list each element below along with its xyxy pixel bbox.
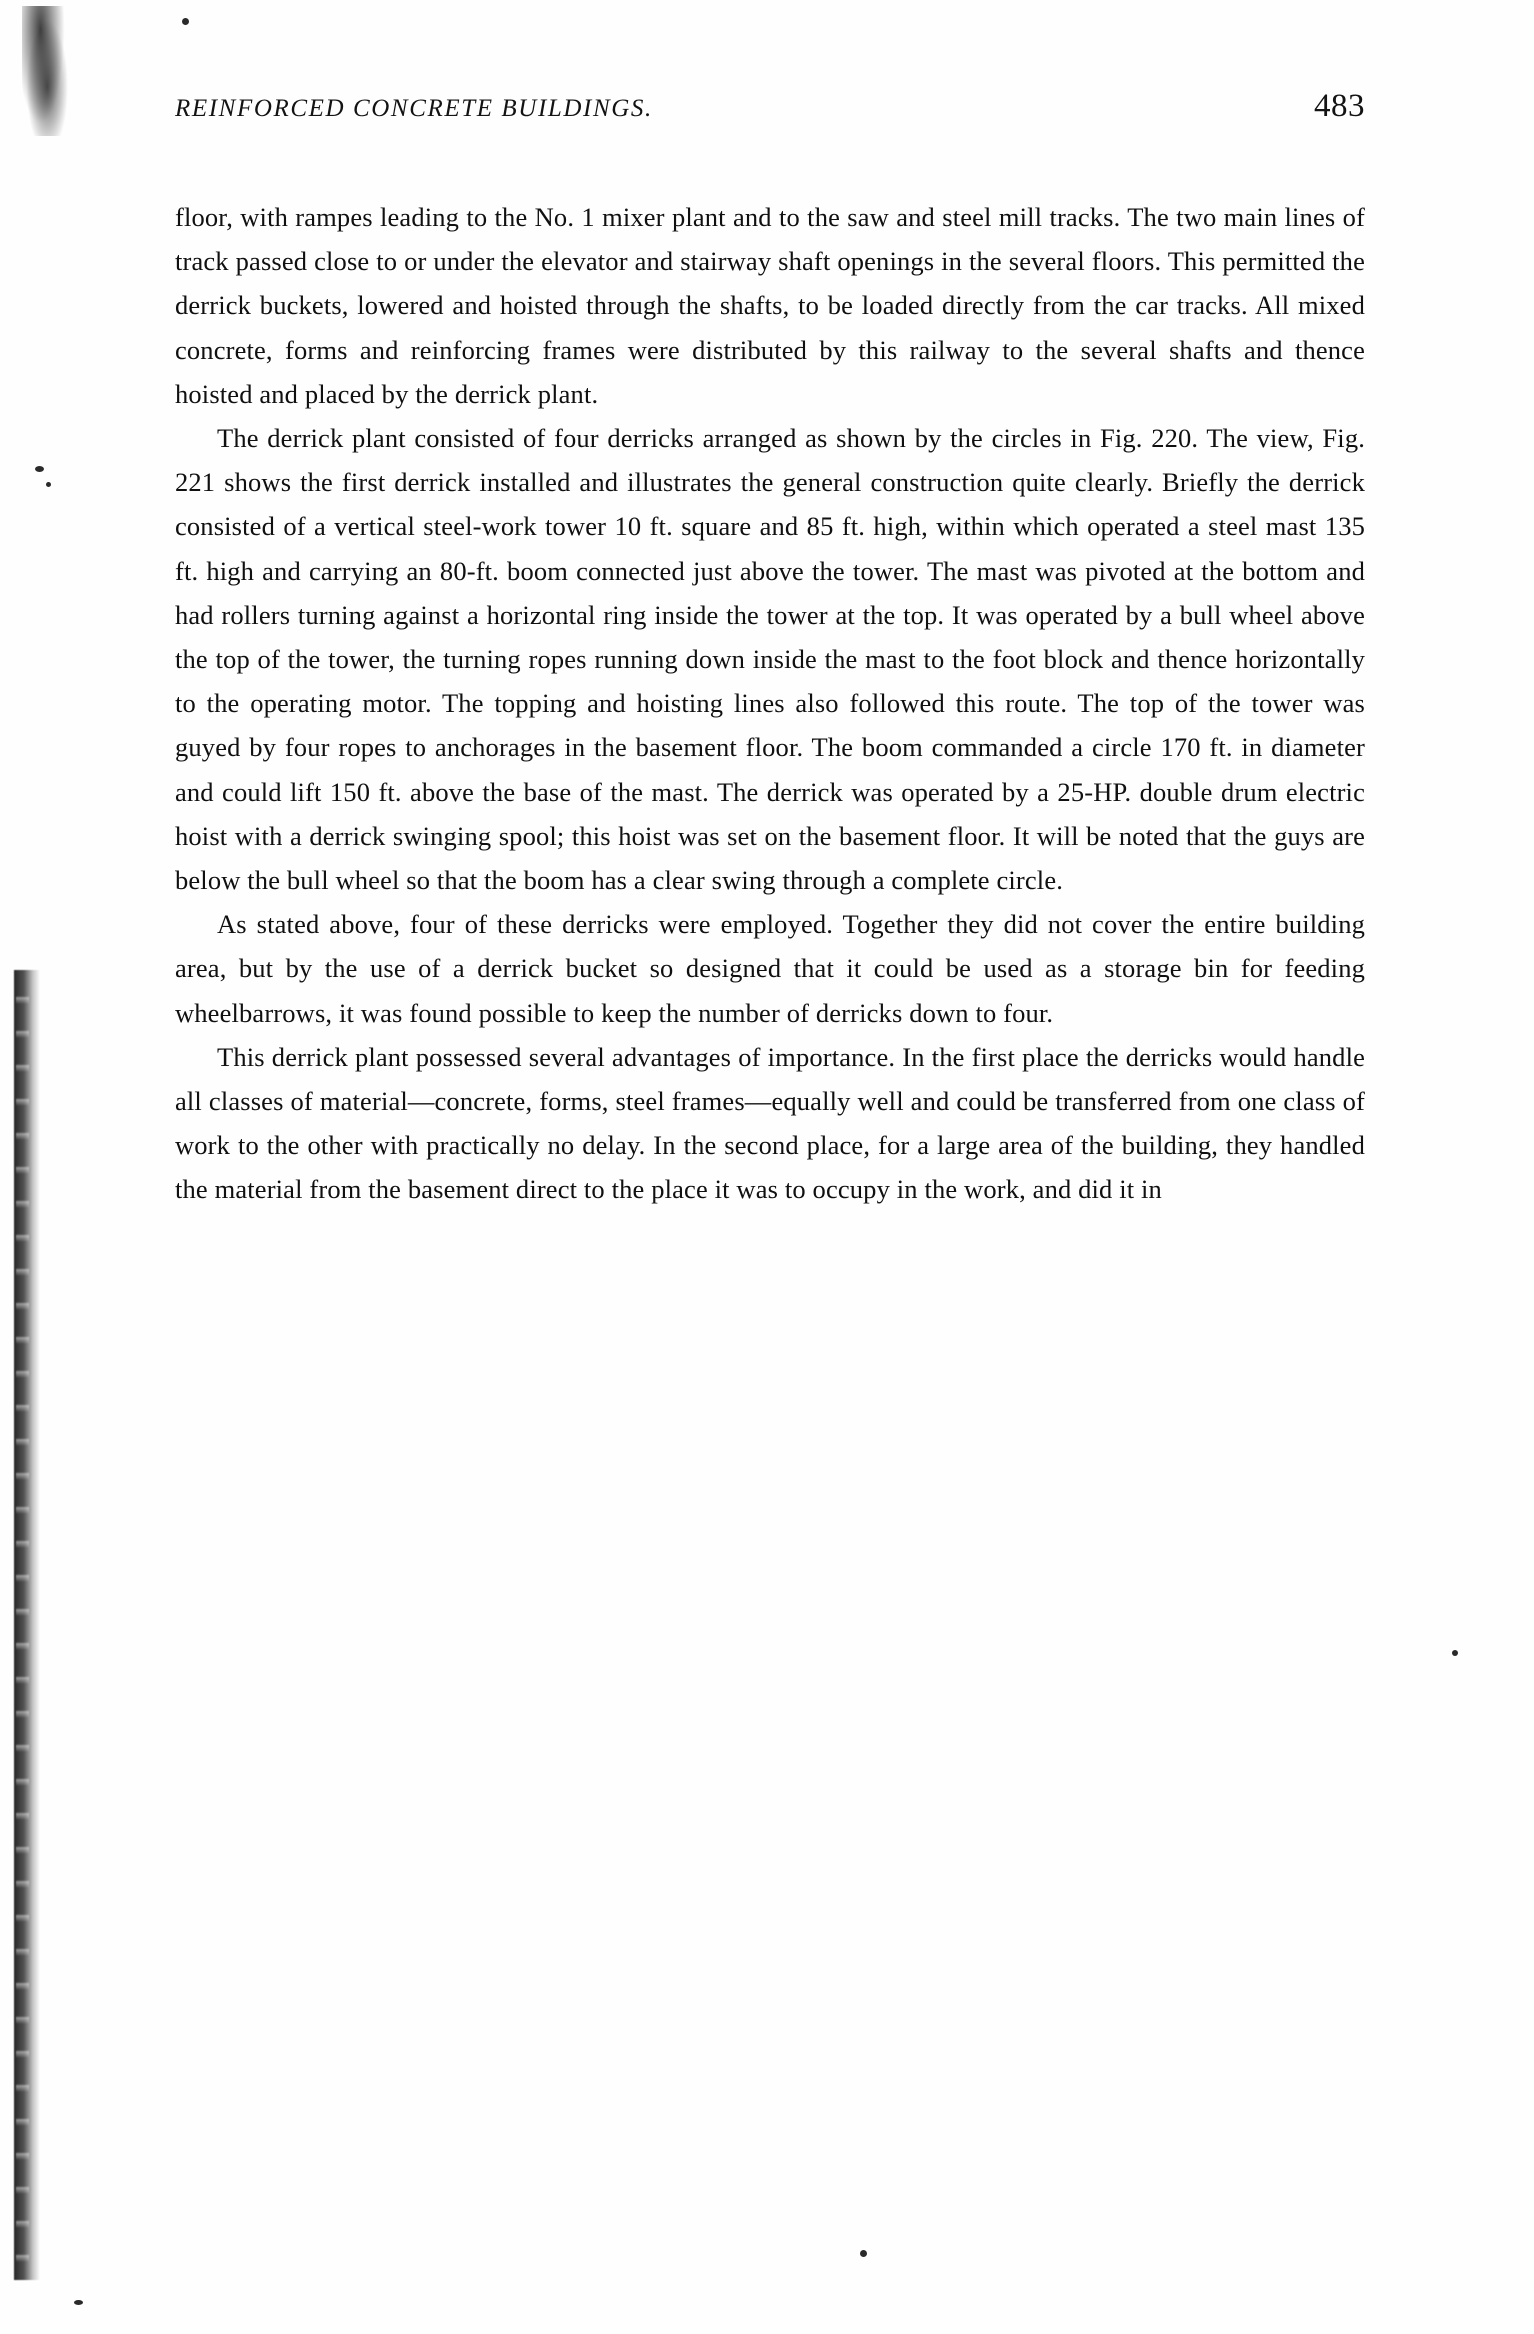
paragraph: This derrick plant possessed several advantages of importance. In the first place the derricks would handle all classes of material—concrete, forms, steel frames—equally well and could be transferred from one class of work to the other with practically no delay. In the second place, for a large area of the building, they handled the material from the basement direct to the place it was to occupy in the work, and did it in <box>175 1041 1365 1205</box>
scan-speck <box>74 2300 83 2305</box>
running-header <box>175 88 1365 125</box>
paragraph: The derrick plant consisted of four derricks arranged as shown by the circles in Fig. 220. The view, Fig. 221 shows the first derrick installed and illustrates the general construction quite clearly. Briefly the derrick consisted of a vertical steel-work tower 10 ft. square and 85 ft. high, within which operated a steel mast 135 ft. high and carrying an 80-ft. boom connected just above the tower. The mast was pivoted at the bottom and had rollers turning against a horizontal ring inside the tower at the top. It was operated by a bull wheel above the top of the tower, the turning ropes running down inside the mast to the foot block and thence horizontally to the operating motor. The topping and hoisting lines also followed this route. The top of the tower was guyed by four ropes to anchorages in the basement floor. The boom commanded a circle 170 ft. in diameter and could lift 150 ft. above the base of the mast. The derrick was operated by a 25-HP. double drum electric hoist with a derrick swinging spool; this hoist was set on the basement floor. It will be noted that the guys are below the bull wheel so that the boom has a clear swing through a complete circle. <box>175 423 1365 896</box>
page-body <box>175 195 1365 1212</box>
scan-artifact-left-edge <box>14 970 40 2280</box>
paragraph: floor, with rampes leading to the No. 1 mixer plant and to the saw and steel mill tracks. The two main lines of track passed close to or under the elevator and stairway shaft openings in the several floors. This permitted the derrick buckets, lowered and hoisted through the shafts, to be loaded directly from the car tracks. All mixed concrete, forms and reinforcing frames were distributed by this railway to the several shafts and thence hoisted and placed by the derrick plant. <box>175 202 1365 409</box>
scan-speck <box>182 18 189 25</box>
page-number: 483 <box>1314 88 1365 124</box>
scan-speck <box>860 2250 867 2257</box>
scan-speck <box>46 482 51 487</box>
scan-artifact-top-left <box>22 6 68 136</box>
running-head-title: REINFORCED CONCRETE BUILDINGS. <box>175 95 653 122</box>
scan-speck <box>35 466 44 472</box>
scan-speck <box>1452 1650 1458 1656</box>
paragraph: As stated above, four of these derricks were employed. Together they did not cover the entire building area, but by the use of a derrick bucket so designed that it could be used as a storage bin for feeding wheelbarrows, it was found possible to keep the number of derricks down to four. <box>175 909 1365 1028</box>
